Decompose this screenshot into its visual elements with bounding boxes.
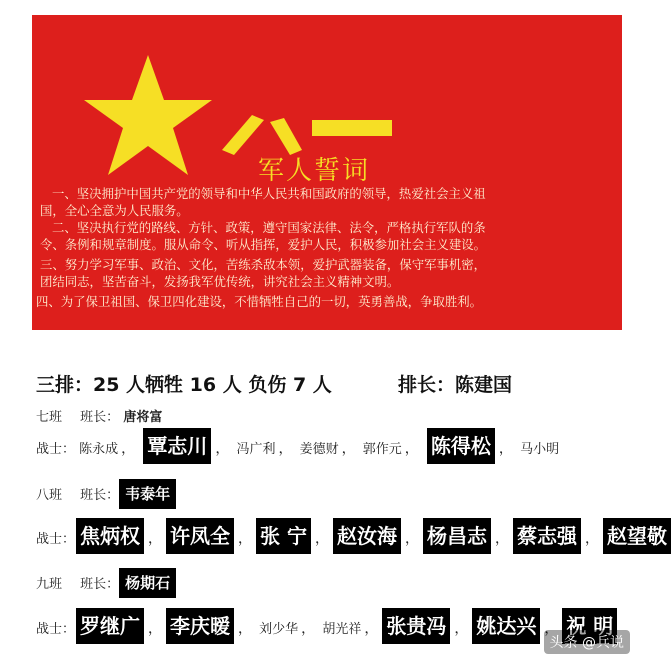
- watermark: 头条 @兵说: [544, 630, 630, 654]
- soldier: 胡光祥: [322, 622, 362, 637]
- soldiers-label: 战士：: [36, 442, 76, 457]
- svg-text:八一: 八一: [212, 110, 214, 111]
- soldier-fallen: 姚达兴: [472, 608, 540, 644]
- soldier-fallen: 赵汝海: [333, 518, 401, 554]
- soldier-fallen: 杨昌志: [423, 518, 491, 554]
- soldier-fallen: 焦炳权: [76, 518, 144, 554]
- squad-8-soldiers: 战士： 焦炳权 ， 许凤全 ， 张 宁 ， 赵汝海 ， 杨昌志 ， 蔡志强 ， 赵望敬: [36, 518, 672, 554]
- squad-name: 七班: [36, 410, 63, 425]
- soldier-fallen: 李庆暧: [166, 608, 234, 644]
- soldier: 冯广利: [236, 442, 276, 457]
- squad-7-header: [36, 406, 162, 425]
- soldiers-label: 战士：: [36, 532, 76, 547]
- oath-line-6: 团结同志，坚苦奋斗，发扬我军优传统，讲究社会主义精神文明。: [40, 274, 400, 289]
- soldier: 姜德财: [299, 442, 339, 457]
- oath-line-7: 四、为了保卫祖国、保卫四化建设，不惜牺牲自己的一切，英勇善战，争取胜利。: [36, 294, 483, 309]
- leader-label: 班长：: [80, 410, 120, 425]
- squad-9-soldiers: 战士： 罗继广 ， 李庆暧 ， 刘少华 ， 胡光祥 ， 张贵冯 ， 姚达兴 ， 祝 明: [36, 608, 618, 644]
- soldier-fallen: 许凤全: [166, 518, 234, 554]
- squad-9-header: [36, 568, 176, 598]
- platoon-summary: 三排：25 人牺牲 16 人 负伤 7 人: [36, 374, 332, 396]
- squad-name: 八班: [36, 488, 63, 503]
- oath-title: 军人誓词: [258, 156, 371, 186]
- oath-line-1: 一、坚决拥护中国共产党的领导和中华人民共和国政府的领导，热爱社会主义祖: [52, 186, 486, 201]
- soldiers-label: 战士：: [36, 622, 76, 637]
- soldier-fallen: 祝 明: [562, 608, 617, 644]
- soldier-fallen: 覃志川: [143, 428, 211, 464]
- soldier: 陈永成: [79, 442, 119, 457]
- soldier-fallen: 张贵冯: [382, 608, 450, 644]
- soldier-fallen: 蔡志强: [513, 518, 581, 554]
- squad-leader: 杨期石: [119, 568, 176, 598]
- soldier-fallen: 陈得松: [427, 428, 495, 464]
- leader-label: 班长：: [80, 488, 120, 503]
- squad-leader: 唐将富: [123, 410, 163, 425]
- squad-name: 九班: [36, 577, 63, 592]
- oath-line-3: 二、坚决执行党的路线、方针、政策，遵守国家法律、法令，严格执行军队的条: [52, 220, 486, 235]
- soldier-fallen: 张 宁: [256, 518, 311, 554]
- oath-line-2: 国，全心全意为人民服务。: [40, 203, 189, 218]
- squad-7-soldiers: 战士： 陈永成 ， 覃志川 ， 冯广利 ， 姜德财 ， 郭作元 ， 陈得松 ， 马小明: [36, 428, 559, 464]
- squad-leader: 韦泰年: [119, 479, 176, 509]
- squad-8-header: [36, 479, 176, 509]
- star-icon: [78, 50, 218, 180]
- platoon-leader: 排长：陈建国: [398, 374, 513, 396]
- soldier-fallen: 罗继广: [76, 608, 144, 644]
- oath-line-5: 三、努力学习军事、政治、文化，苦练杀敌本领，爱护武器装备，保守军事机密，: [40, 257, 487, 272]
- oath-line-4: 令、条例和规章制度。服从命令、听从指挥，爱护人民，积极参加社会主义建设。: [40, 237, 487, 252]
- soldier-fallen: 赵望敬: [603, 518, 671, 554]
- soldier: 刘少华: [259, 622, 299, 637]
- soldier: 马小明: [520, 442, 560, 457]
- leader-label: 班长：: [80, 577, 120, 592]
- soldier: 郭作元: [362, 442, 402, 457]
